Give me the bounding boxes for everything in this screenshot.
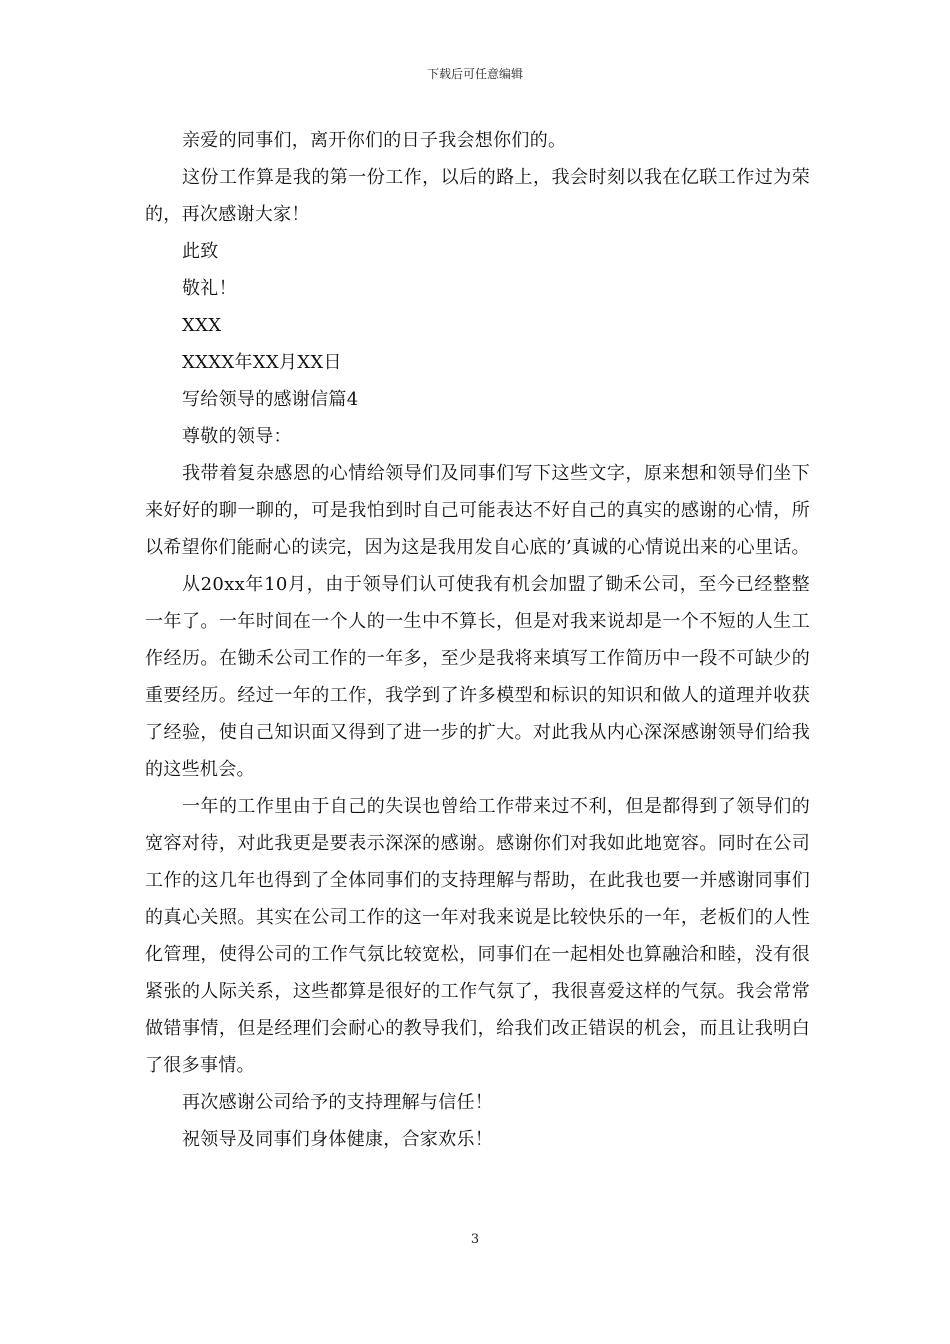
paragraph: XXX bbox=[182, 315, 222, 336]
page-header bbox=[0, 66, 950, 82]
document-body bbox=[145, 122, 810, 1158]
paragraph: 一年的工作里由于自己的失误也曾给工作带来过不利，但是都得到了领导们的宽容对待，对此我更是要表示深深的感谢。感谢你们对我如此地宽容。同时在公司工作的这几年也得到了全体同事们的支持理解与帮助，在此我也要一并感谢同事们的真心关照。其实在公司工作的这一年对我来说是比较快乐的一年，老板们的人性化管理，使得公司的工作气氛比较宽松，同事们在一起相处也算融洽和睦，没有很紧张的人际关系，这些都算是很好的工作气氛了，我很喜爱这样的气氛。我会常常做错事情，但是经理们会耐心的教导我们，给我们改正错误的机会，而且让我明白了很多事情。 bbox=[145, 796, 810, 1076]
paragraph: 我带着复杂感恩的心情给领导们及同事们写下这些文字，原来想和领导们坐下来好好的聊一聊的，可是我怕到时自己可能表达不好自己的真实的感谢的心情，所以希望你们能耐心的读完，因为这是我用发自心底的’真诚的心情说出来的心里话。 bbox=[145, 463, 810, 558]
paragraph: 这份工作算是我的第一份工作，以后的路上，我会时刻以我在亿联工作过为荣的，再次感谢大家！ bbox=[145, 167, 810, 225]
section-title: 写给领导的感谢信篇4 bbox=[182, 389, 359, 410]
salutation: 尊敬的领导： bbox=[182, 426, 292, 447]
page-footer bbox=[0, 1232, 950, 1248]
paragraph: 敬礼！ bbox=[182, 278, 237, 299]
paragraph: 祝领导及同事们身体健康，合家欢乐！ bbox=[182, 1129, 494, 1150]
paragraph: 再次感谢公司给予的支持理解与信任！ bbox=[182, 1092, 494, 1113]
paragraph: 此致 bbox=[182, 241, 219, 262]
paragraph: 从20xx年10月，由于领导们认可使我有机会加盟了锄禾公司，至今已经整整一年了。一年时间在一个人的一生中不算长，但是对我来说却是一个不短的人生工作经历。在锄禾公司工作的一年多，至少是我将来填写工作简历中一段不可缺少的重要经历。经过一年的工作，我学到了许多模型和标识的知识和做人的道理并收获了经验，使自己知识面又得到了进一步的扩大。对此我从内心深深感谢领导们给我的这些机会。 bbox=[145, 574, 810, 780]
page-number: 3 bbox=[470, 1232, 480, 1247]
paragraph: XXXX年XX月XX日 bbox=[182, 352, 342, 373]
header-note: 下载后可任意编辑 bbox=[426, 67, 523, 81]
paragraph: 亲爱的同事们，离开你们的日子我会想你们的。 bbox=[182, 130, 567, 151]
